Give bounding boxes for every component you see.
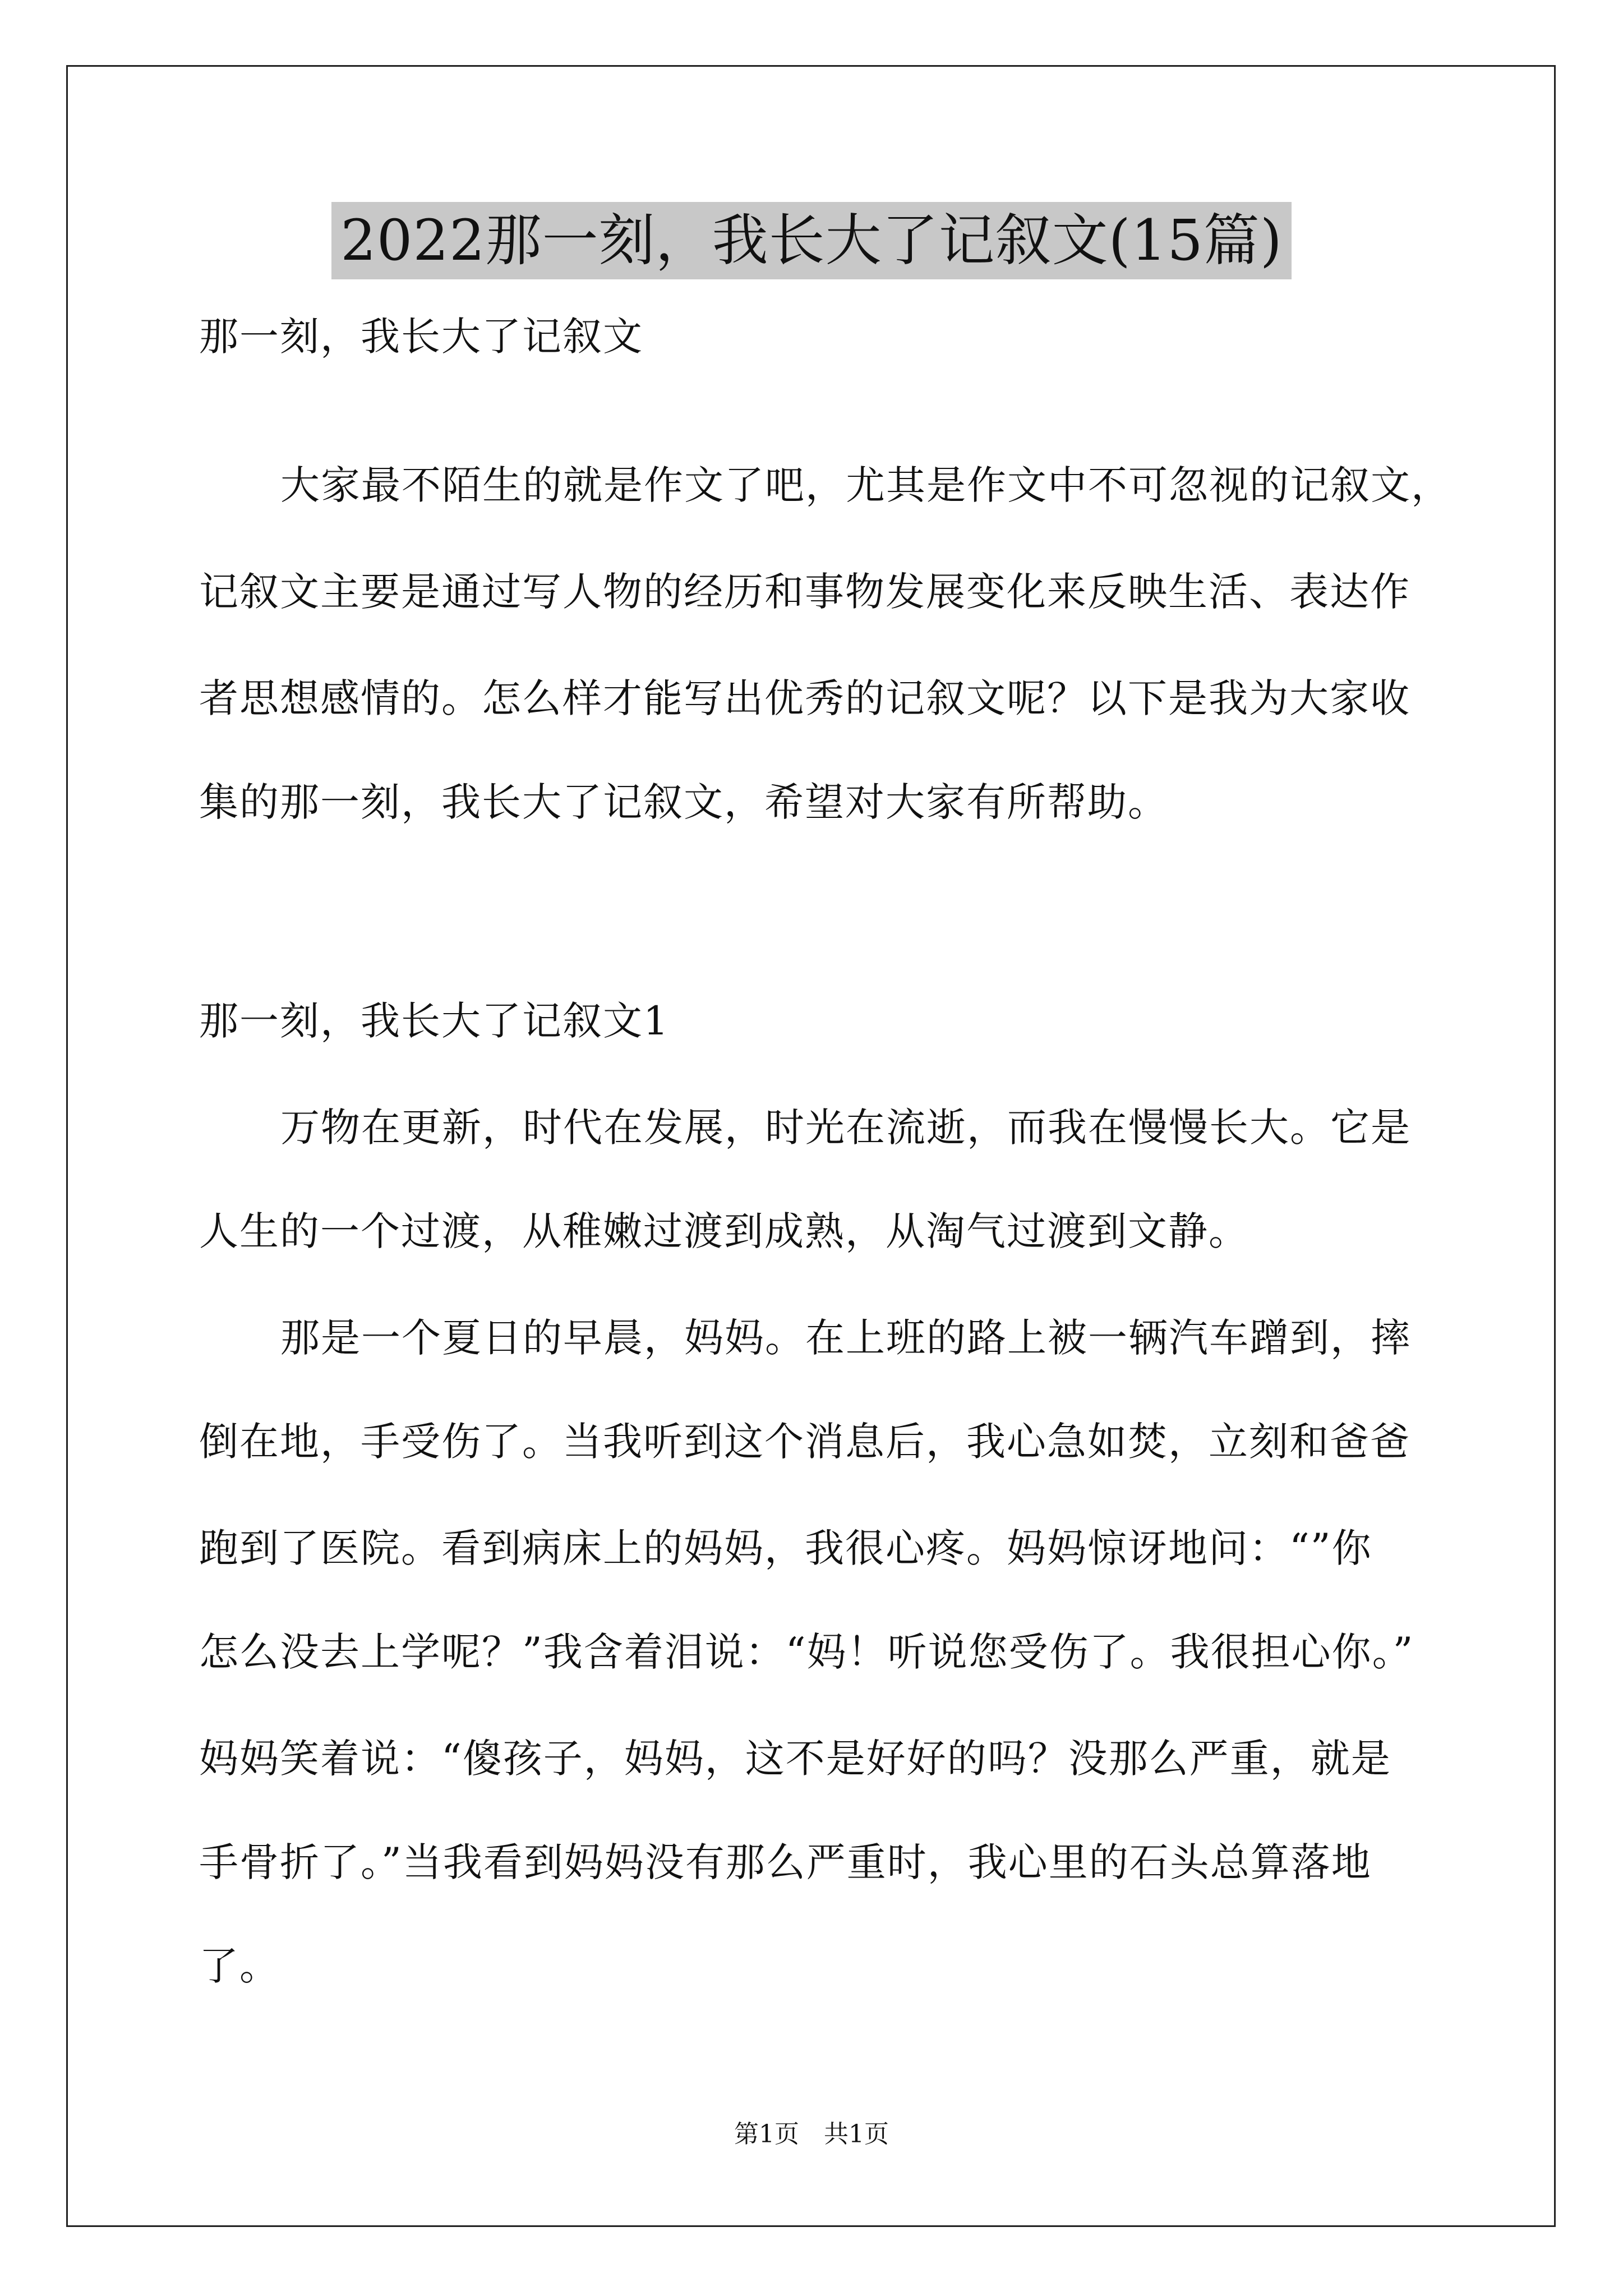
section-heading: 那一刻，我长大了记叙文 <box>199 314 643 360</box>
paragraph-line: 大家最不陌生的就是作文了吧，尤其是作文中不可忽视的记叙文， <box>280 462 1451 508</box>
paragraph-line: 手骨折了。”当我看到妈妈没有那么严重时，我心里的石头总算落地 <box>199 1839 1372 1885</box>
document-title-block <box>0 202 1623 279</box>
paragraph-line: 妈妈笑着说：“傻孩子，妈妈，这不是好好的吗？没那么严重，就是 <box>199 1736 1391 1782</box>
paragraph-line: 倒在地，手受伤了。当我听到这个消息后，我心急如焚，立刻和爸爸 <box>199 1419 1410 1465</box>
paragraph-line: 了。 <box>199 1943 280 1989</box>
paragraph-line: 跑到了医院。看到病床上的妈妈，我很心疼。妈妈惊讶地问：“”你 <box>199 1525 1372 1571</box>
document-title: 2022那一刻，我长大了记叙文(15篇) <box>331 202 1292 279</box>
paragraph-line: 万物在更新，时代在发展，时光在流逝，而我在慢慢长大。它是 <box>280 1105 1411 1151</box>
paragraph-line: 那是一个夏日的早晨，妈妈。在上班的路上被一辆汽车蹭到，摔 <box>280 1315 1411 1361</box>
paragraph-line: 者思想感情的。怎么样才能写出优秀的记叙文呢？以下是我为大家收 <box>199 675 1410 721</box>
paragraph-line: 怎么没去上学呢？”我含着泪说：“妈！听说您受伤了。我很担心你。” <box>199 1629 1414 1675</box>
page-footer: 第1页 共1页 <box>734 2120 889 2148</box>
article-heading: 那一刻，我长大了记叙文1 <box>199 998 670 1044</box>
paragraph-line: 集的那一刻，我长大了记叙文，希望对大家有所帮助。 <box>199 779 1168 825</box>
paragraph-line: 记叙文主要是通过写人物的经历和事物发展变化来反映生活、表达作 <box>199 569 1410 615</box>
paragraph-line: 人生的一个过渡，从稚嫩过渡到成熟，从淘气过渡到文静。 <box>199 1208 1249 1254</box>
